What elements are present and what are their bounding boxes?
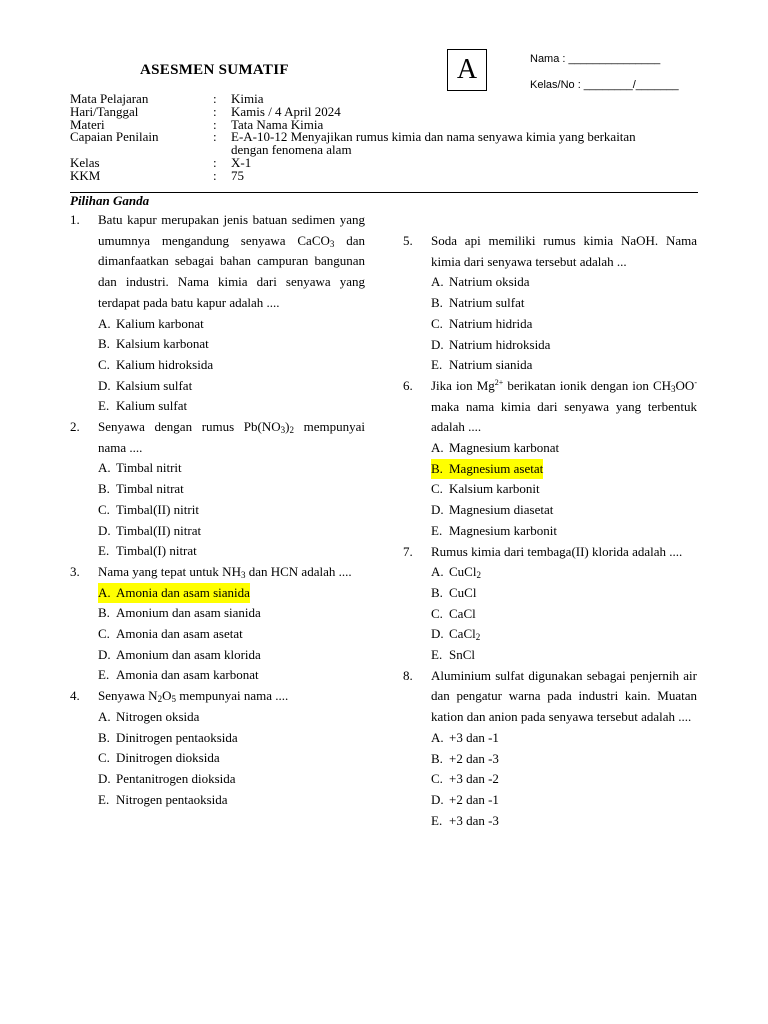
option-letter: B. (431, 584, 443, 600)
option-text: Timbal(I) nitrat (116, 543, 197, 559)
option-letter: D. (431, 336, 444, 352)
question-text: Soda api memiliki rumus kimia NaOH. Nama kimia dari senyawa tersebut adalah ... (431, 233, 697, 269)
option-7b[interactable] (431, 583, 697, 604)
option-3c[interactable] (98, 624, 365, 645)
question-3 (70, 562, 365, 583)
question-column-right (403, 231, 697, 831)
option-8d[interactable] (431, 790, 697, 811)
option-text: Kalsium sulfat (116, 377, 193, 393)
info-label: KKM (70, 167, 101, 183)
option-text: Natrium sianida (449, 357, 533, 373)
info-label: Materi (70, 116, 105, 132)
option-text: Magnesium karbonat (449, 440, 560, 456)
option-text: Dinitrogen pentaoksida (116, 729, 238, 745)
question-text: Aluminium sulfat digunakan sebagai penjernih air dan pengatur warna pada industri kain. Muatan kation dan anion pada senyawa tersebut adalah .... (431, 667, 697, 725)
question-6 (403, 376, 697, 438)
option-text: Dinitrogen dioksida (116, 750, 220, 766)
option-5a[interactable] (431, 272, 697, 293)
option-text: Timbal(II) nitrat (116, 522, 202, 538)
option-text: Natrium hidrida (449, 315, 533, 331)
option-text: Nitrogen pentaoksida (116, 791, 228, 807)
option-4c[interactable] (98, 748, 365, 769)
option-text: +3 dan -1 (449, 729, 499, 745)
option-8c[interactable] (431, 769, 697, 790)
question-number: 3. (70, 563, 80, 579)
option-letter: A. (98, 460, 111, 476)
info-colon: : (213, 154, 217, 170)
option-1e[interactable] (98, 396, 365, 417)
option-8e[interactable] (431, 811, 697, 832)
option-letter: E. (98, 398, 110, 414)
student-name-field[interactable]: Nama : _______________ (530, 53, 661, 65)
question-number: 2. (70, 419, 80, 435)
question-number: 6. (403, 377, 413, 393)
option-4d[interactable] (98, 769, 365, 790)
option-letter: E. (431, 812, 443, 828)
option-text: Kalsium karbonit (449, 481, 540, 497)
info-colon: : (213, 103, 217, 119)
option-text: Magnesium diasetat (449, 502, 554, 518)
option-6a[interactable] (431, 438, 697, 459)
option-letter: C. (98, 626, 110, 642)
info-value: 75 (231, 167, 244, 183)
highlighted-answer (98, 583, 250, 604)
option-text: Natrium sulfat (449, 295, 525, 311)
option-letter: D. (431, 626, 444, 642)
option-letter: D. (98, 377, 111, 393)
option-letter: D. (431, 502, 444, 518)
question-number: 7. (403, 543, 413, 559)
option-5c[interactable] (431, 314, 697, 335)
question-5 (403, 231, 697, 272)
option-text: +2 dan -1 (449, 791, 499, 807)
option-text: CaCl (449, 605, 476, 621)
option-5d[interactable] (431, 335, 697, 356)
option-text: Amonia dan asam asetat (116, 626, 243, 642)
info-label: Kelas (70, 154, 100, 170)
question-2 (70, 417, 365, 458)
option-letter: B. (98, 481, 110, 497)
question-7 (403, 542, 697, 563)
option-3a[interactable] (98, 583, 365, 604)
option-letter: E. (431, 522, 443, 538)
info-colon: : (213, 116, 217, 132)
section-title: Pilihan Ganda (70, 193, 150, 208)
option-6c[interactable] (431, 479, 697, 500)
option-4e[interactable] (98, 790, 365, 811)
option-letter: C. (431, 315, 443, 331)
option-letter: A. (431, 274, 444, 290)
question-text: Nama yang tepat untuk $NH_3$ dan HCN adalah .... (98, 563, 352, 580)
info-row-date (70, 103, 700, 119)
option-3b[interactable] (98, 603, 365, 624)
option-letter: D. (98, 770, 111, 786)
option-letter: A. (431, 729, 444, 745)
option-text: Amonium dan asam klorida (116, 646, 261, 662)
option-letter: C. (98, 750, 110, 766)
option-3d[interactable] (98, 645, 365, 666)
option-letter: B. (98, 605, 110, 621)
question-text: Rumus kimia dari tembaga(II) klorida adalah .... (431, 543, 683, 559)
option-7a[interactable] (431, 562, 697, 583)
option-letter: C. (431, 481, 443, 497)
option-letter: A. (98, 315, 111, 331)
option-text: Kalium karbonat (116, 315, 204, 331)
option-text: Kalsium karbonat (116, 336, 209, 352)
option-8a[interactable] (431, 728, 697, 749)
option-letter: D. (431, 791, 444, 807)
option-2d[interactable] (98, 521, 365, 542)
option-letter: E. (98, 791, 110, 807)
option-2b[interactable] (98, 479, 365, 500)
info-label: Hari/Tanggal (70, 103, 139, 119)
option-text: Amonia dan asam sianida (116, 584, 250, 600)
question-number: 1. (70, 212, 80, 227)
option-letter: E. (431, 647, 443, 663)
option-text: Amonium dan asam sianida (116, 605, 261, 621)
exam-info-table (70, 93, 700, 183)
info-label: Capaian Penilain (70, 129, 159, 145)
option-letter: D. (98, 522, 111, 538)
student-class-field[interactable]: Kelas/No : ________/_______ (530, 79, 679, 91)
option-text: Magnesium asetat (449, 460, 544, 476)
question-8 (403, 666, 697, 728)
question-text: Jika ion $Mg^{2+}$ berikatan ionik dengan ion $CH_3OO^-$ maka nama kimia dari senyawa yang terbentuk adalah .... (431, 377, 697, 435)
option-letter: C. (431, 605, 443, 621)
option-2c[interactable] (98, 500, 365, 521)
option-text: CaCl$_2$ (449, 626, 481, 643)
option-letter: B. (431, 750, 443, 766)
option-text: Magnesium karbonit (449, 522, 557, 538)
option-2a[interactable] (98, 458, 365, 479)
option-letter: A. (98, 584, 111, 600)
option-8b[interactable] (431, 749, 697, 770)
option-letter: A. (98, 708, 111, 724)
info-value: E-A-10-12 Menyajikan rumus kimia dan nama senyawa kimia yang berkaitan dengan fenomena alam (231, 129, 636, 158)
option-1c[interactable] (98, 355, 365, 376)
option-5e[interactable] (431, 355, 697, 376)
exam-version-box: A (447, 49, 487, 91)
info-value: Kimia (231, 91, 264, 106)
option-7d[interactable] (431, 624, 697, 645)
option-text: Timbal nitrit (116, 460, 182, 476)
option-6b[interactable] (431, 459, 697, 480)
option-letter: C. (431, 771, 443, 787)
option-4a[interactable] (98, 707, 365, 728)
info-row-achievement (70, 131, 700, 157)
option-letter: A. (431, 564, 444, 580)
question-text: Senyawa $N_2O_5$ mempunyai nama .... (98, 688, 289, 705)
info-row-kkm (70, 167, 700, 183)
option-6d[interactable] (431, 500, 697, 521)
option-text: Amonia dan asam karbonat (116, 667, 259, 683)
option-letter: A. (431, 440, 444, 456)
option-letter: C. (98, 356, 110, 372)
info-colon: : (213, 91, 217, 106)
info-value: Kamis / 4 April 2024 (231, 103, 341, 119)
question-1 (70, 210, 365, 314)
option-text: CuCl (449, 584, 477, 600)
exam-title: ASESMEN SUMATIF (140, 62, 289, 78)
option-letter: C. (98, 501, 110, 517)
highlighted-answer (431, 459, 543, 480)
option-5b[interactable] (431, 293, 697, 314)
option-text: +2 dan -3 (449, 750, 499, 766)
option-7e[interactable] (431, 645, 697, 666)
info-row-class (70, 154, 700, 170)
question-text: Batu kapur merupakan jenis batuan sedimen yang umumnya mengandung senyawa CaCO$_3$ dan dimanfaatkan sebagai bahan campuran bangunan dan industri. Nama kimia dari senyawa yang terdapat pada batu kapur adalah .... (98, 212, 365, 310)
question-number: 5. (403, 233, 413, 248)
option-text: Kalium sulfat (116, 398, 188, 414)
option-text: CuCl$_2$ (449, 564, 481, 581)
option-text: SnCl (449, 647, 476, 663)
question-column-left (70, 210, 365, 810)
option-text: Timbal(II) nitrit (116, 501, 199, 517)
question-number: 8. (403, 667, 413, 683)
option-7c[interactable] (431, 604, 697, 625)
option-2e[interactable] (98, 541, 365, 562)
option-letter: E. (98, 543, 110, 559)
option-text: Nitrogen oksida (116, 708, 200, 724)
option-text: Pentanitrogen dioksida (116, 770, 236, 786)
option-1d[interactable] (98, 376, 365, 397)
option-letter: B. (431, 295, 443, 311)
option-letter: B. (431, 460, 443, 476)
header-divider (70, 192, 698, 193)
option-6e[interactable] (431, 521, 697, 542)
option-1b[interactable] (98, 334, 365, 355)
option-text: Kalium hidroksida (116, 356, 214, 372)
option-letter: E. (98, 667, 110, 683)
info-colon: : (213, 129, 217, 145)
info-label: Mata Pelajaran (70, 91, 149, 106)
option-text: +3 dan -3 (449, 812, 499, 828)
option-text: Natrium oksida (449, 274, 530, 290)
option-text: +3 dan -2 (449, 771, 499, 787)
option-3e[interactable] (98, 665, 365, 686)
option-4b[interactable] (98, 728, 365, 749)
option-letter: E. (431, 357, 443, 373)
option-letter: D. (98, 646, 111, 662)
question-number: 4. (70, 688, 80, 704)
option-letter: B. (98, 729, 110, 745)
option-letter: B. (98, 336, 110, 352)
info-row-subject (70, 93, 700, 106)
option-1a[interactable] (98, 314, 365, 335)
option-text: Timbal nitrat (116, 481, 184, 497)
info-colon: : (213, 167, 217, 183)
info-value: Tata Nama Kimia (231, 116, 324, 132)
option-text: Natrium hidroksida (449, 336, 551, 352)
question-4 (70, 686, 365, 707)
question-text: Senyawa dengan rumus $Pb(NO_3)_2$ mempunyai nama .... (98, 419, 365, 455)
info-value: X-1 (231, 154, 252, 170)
